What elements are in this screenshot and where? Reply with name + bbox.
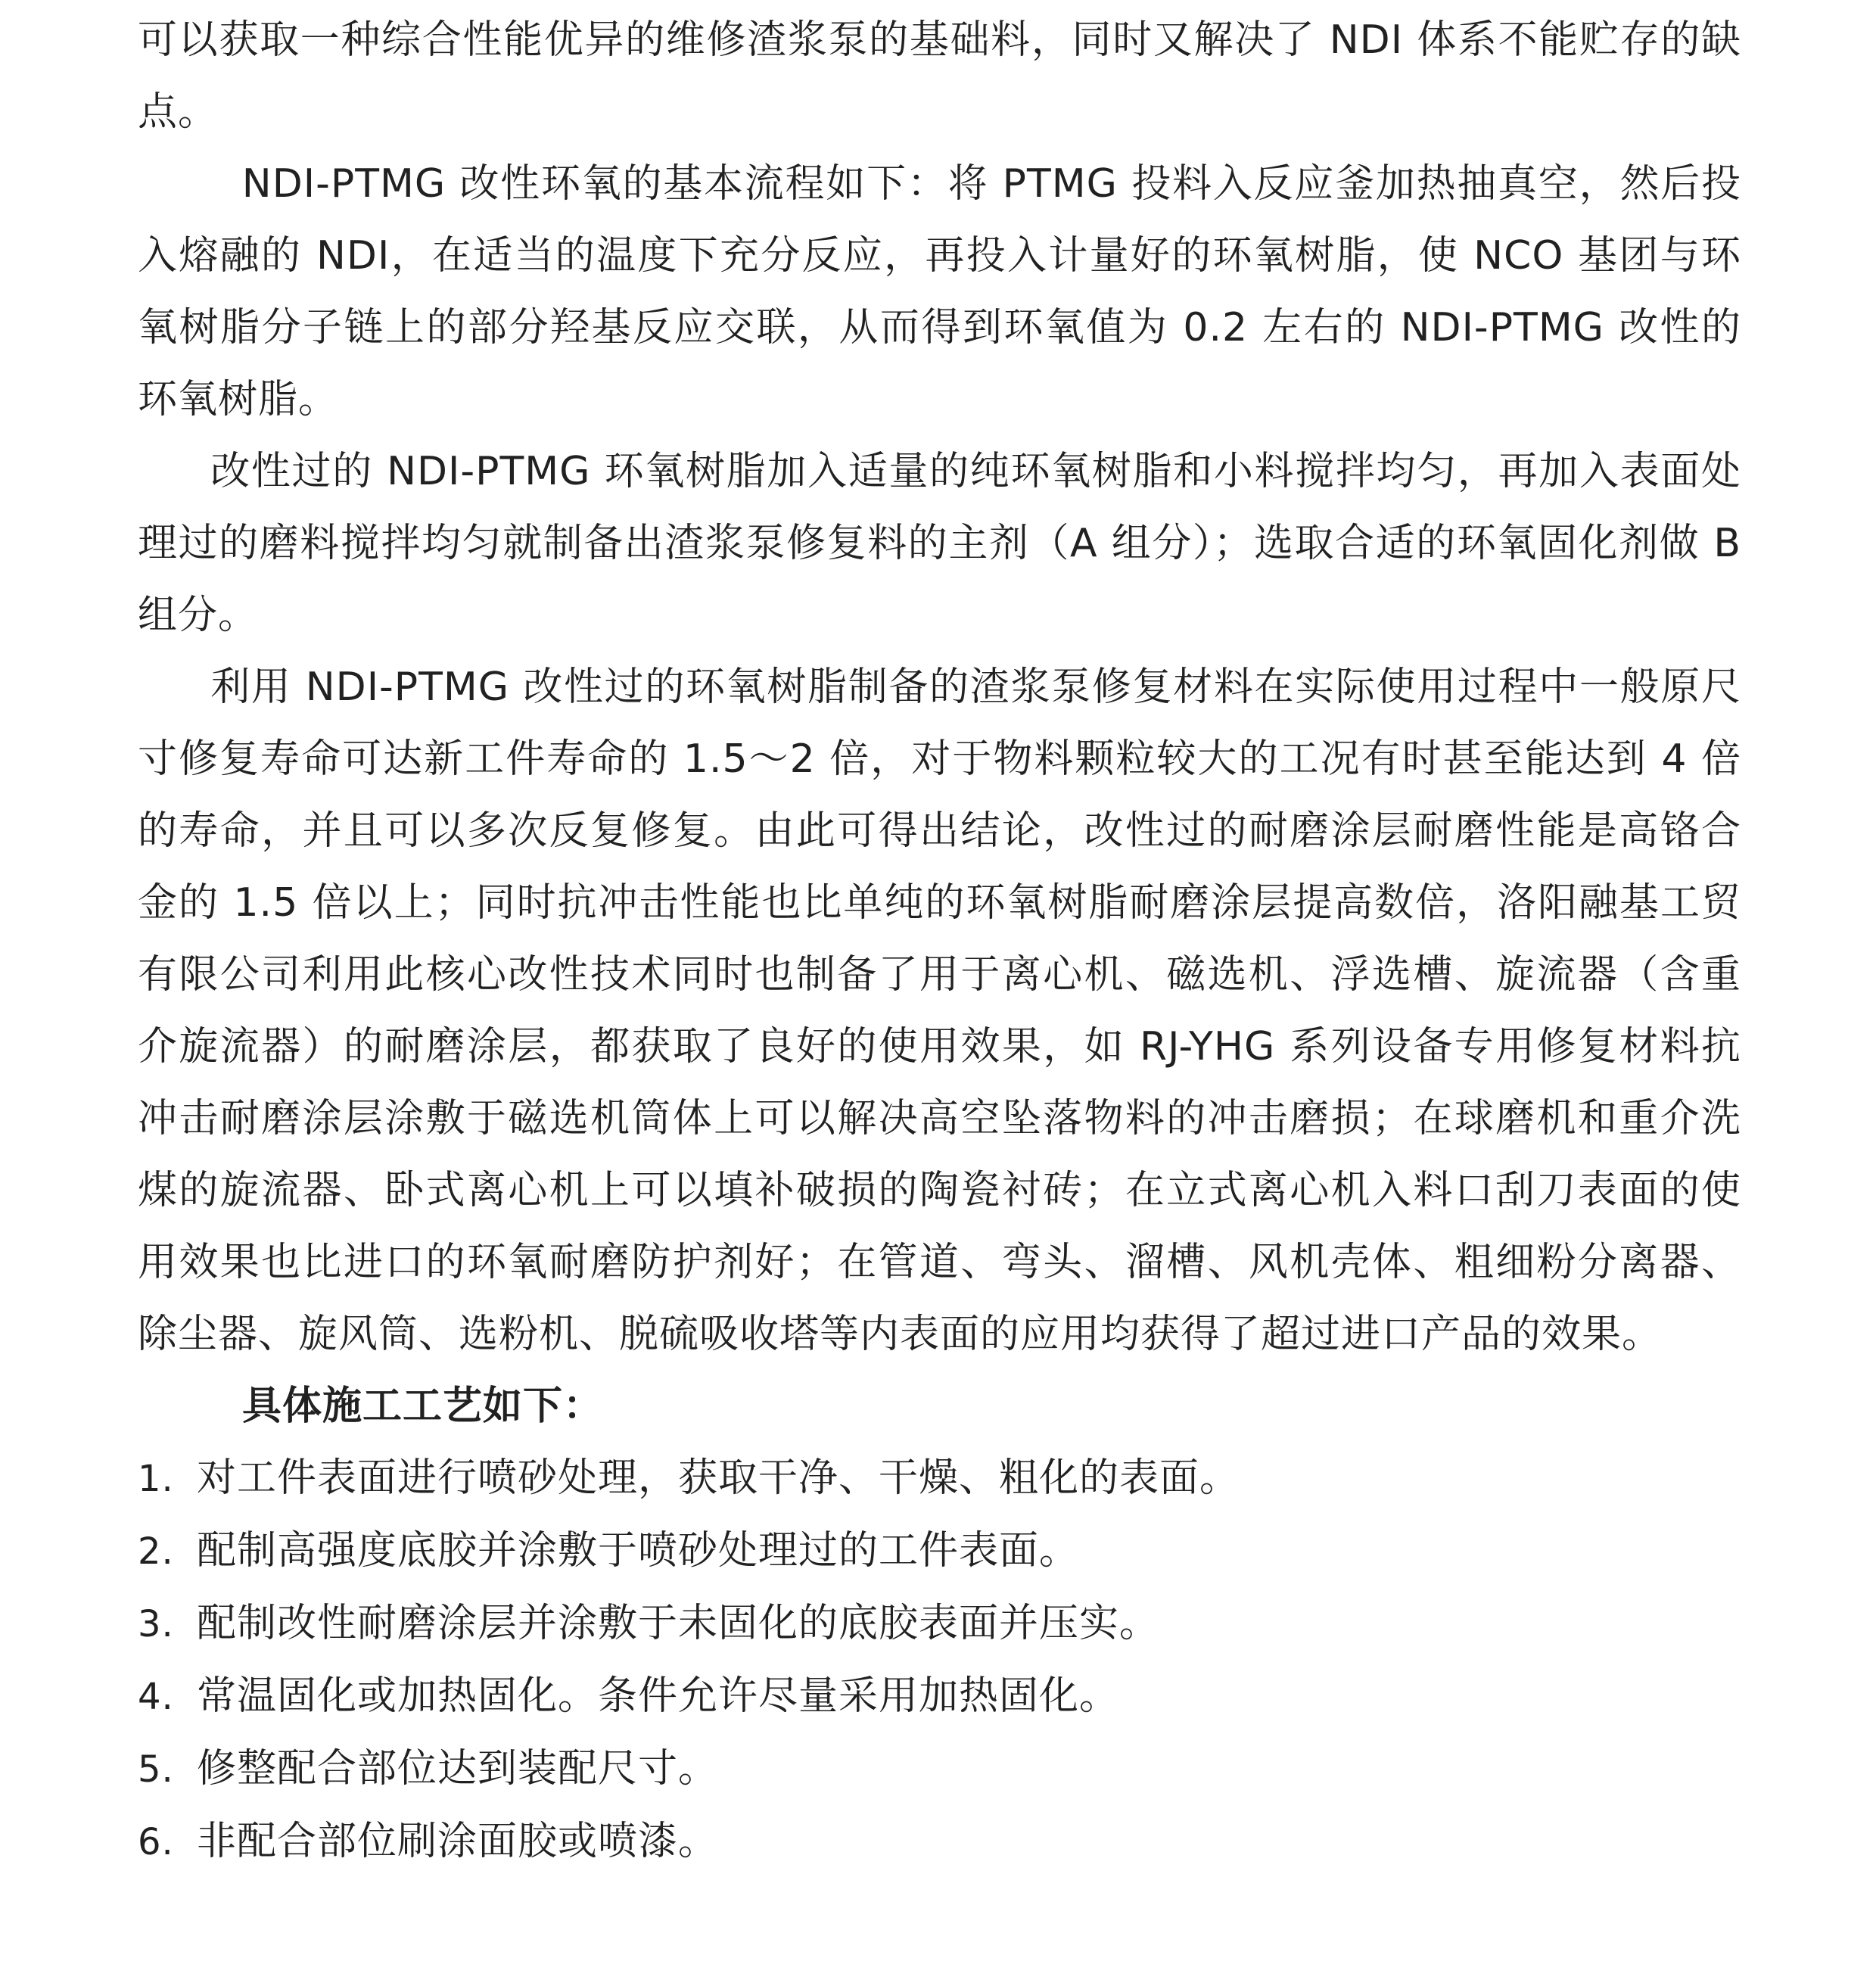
paragraph-continuation: 可以获取一种综合性能优异的维修渣浆泵的基础料，同时又解决了 NDI 体系不能贮存的缺点。 xyxy=(138,17,1741,135)
list-item-text: 非配合部位刷涂面胶或喷漆。 xyxy=(197,1819,719,1864)
list-item-number: 2. xyxy=(138,1530,174,1573)
list-item-text: 对工件表面进行喷砂处理，获取干净、干燥、粗化的表面。 xyxy=(197,1455,1240,1501)
list-item-text: 配制改性耐磨涂层并涂敷于未固化的底胶表面并压实。 xyxy=(197,1601,1160,1646)
list-item xyxy=(138,1661,1741,1733)
list-item-text: 配制高强度底胶并涂敷于喷砂处理过的工件表面。 xyxy=(197,1528,1080,1574)
list-item-number: 3. xyxy=(138,1603,174,1645)
paragraph-component-preparation: 改性过的 NDI-PTMG 环氧树脂加入适量的纯环氧树脂和小料搅拌均匀，再加入表面处理过的磨料搅拌均匀就制备出渣浆泵修复料的主剂（A 组分）；选取合适的环氧固化剂做 B 组分。 xyxy=(138,449,1741,638)
list-item-text: 修整配合部位达到装配尺寸。 xyxy=(197,1746,719,1791)
list-item-number: 1. xyxy=(138,1458,174,1500)
list-item-text: 常温固化或加热固化。条件允许尽量采用加热固化。 xyxy=(197,1673,1120,1719)
paragraph-ndi-ptmg-process: NDI-PTMG 改性环氧的基本流程如下：将 PTMG 投料入反应釜加热抽真空，然后投入熔融的 NDI，在适当的温度下充分反应，再投入计量好的环氧树脂，使 NCO 基团与环氧树脂分子链上的部分羟基反应交联，从而得到环氧值为 0.2 左右的 NDI-PTMG 改性的环氧树脂。 xyxy=(138,161,1741,422)
list-item-number: 5. xyxy=(138,1748,174,1791)
section-heading: 具体施工工艺如下： xyxy=(242,1384,604,1429)
list-item-number: 4. xyxy=(138,1676,174,1718)
list-item xyxy=(138,1443,1741,1515)
list-item xyxy=(138,1515,1741,1588)
list-item-number: 6. xyxy=(138,1821,174,1863)
construction-steps-list xyxy=(138,1443,1741,1879)
list-item xyxy=(138,1806,1741,1879)
list-item xyxy=(138,1733,1741,1806)
paragraph-application-performance: 利用 NDI-PTMG 改性过的环氧树脂制备的渣浆泵修复材料在实际使用过程中一般原尺寸修复寿命可达新工件寿命的 1.5～2 倍，对于物料颗粒较大的工况有时甚至能达到 4 倍的寿命，并且可以多次反复修复。由此可得出结论，改性过的耐磨涂层耐磨性能是高铬合金的 1.5 倍以上；同时抗冲击性能也比单纯的环氧树脂耐磨涂层提高数倍，洛阳融基工贸有限公司利用此核心改性技术同时也制备了用于离心机、磁选机、浮选槽、旋流器（含重介旋流器）的耐磨涂层，都获取了良好的使用效果，如 RJ-YHG 系列设备专用修复材料抗冲击耐磨涂层涂敷于磁选机筒体上可以解决高空坠落物料的冲击磨损；在球磨机和重介洗煤的旋流器、卧式离心机上可以填补破损的陶瓷衬砖；在立式离心机入料口刮刀表面的使用效果也比进口的环氧耐磨防护剂好；在管道、弯头、溜槽、风机壳体、粗细粉分离器、除尘器、旋风筒、选粉机、脱硫吸收塔等内表面的应用均获得了超过进口产品的效果。 xyxy=(138,665,1741,1357)
list-item xyxy=(138,1588,1741,1661)
